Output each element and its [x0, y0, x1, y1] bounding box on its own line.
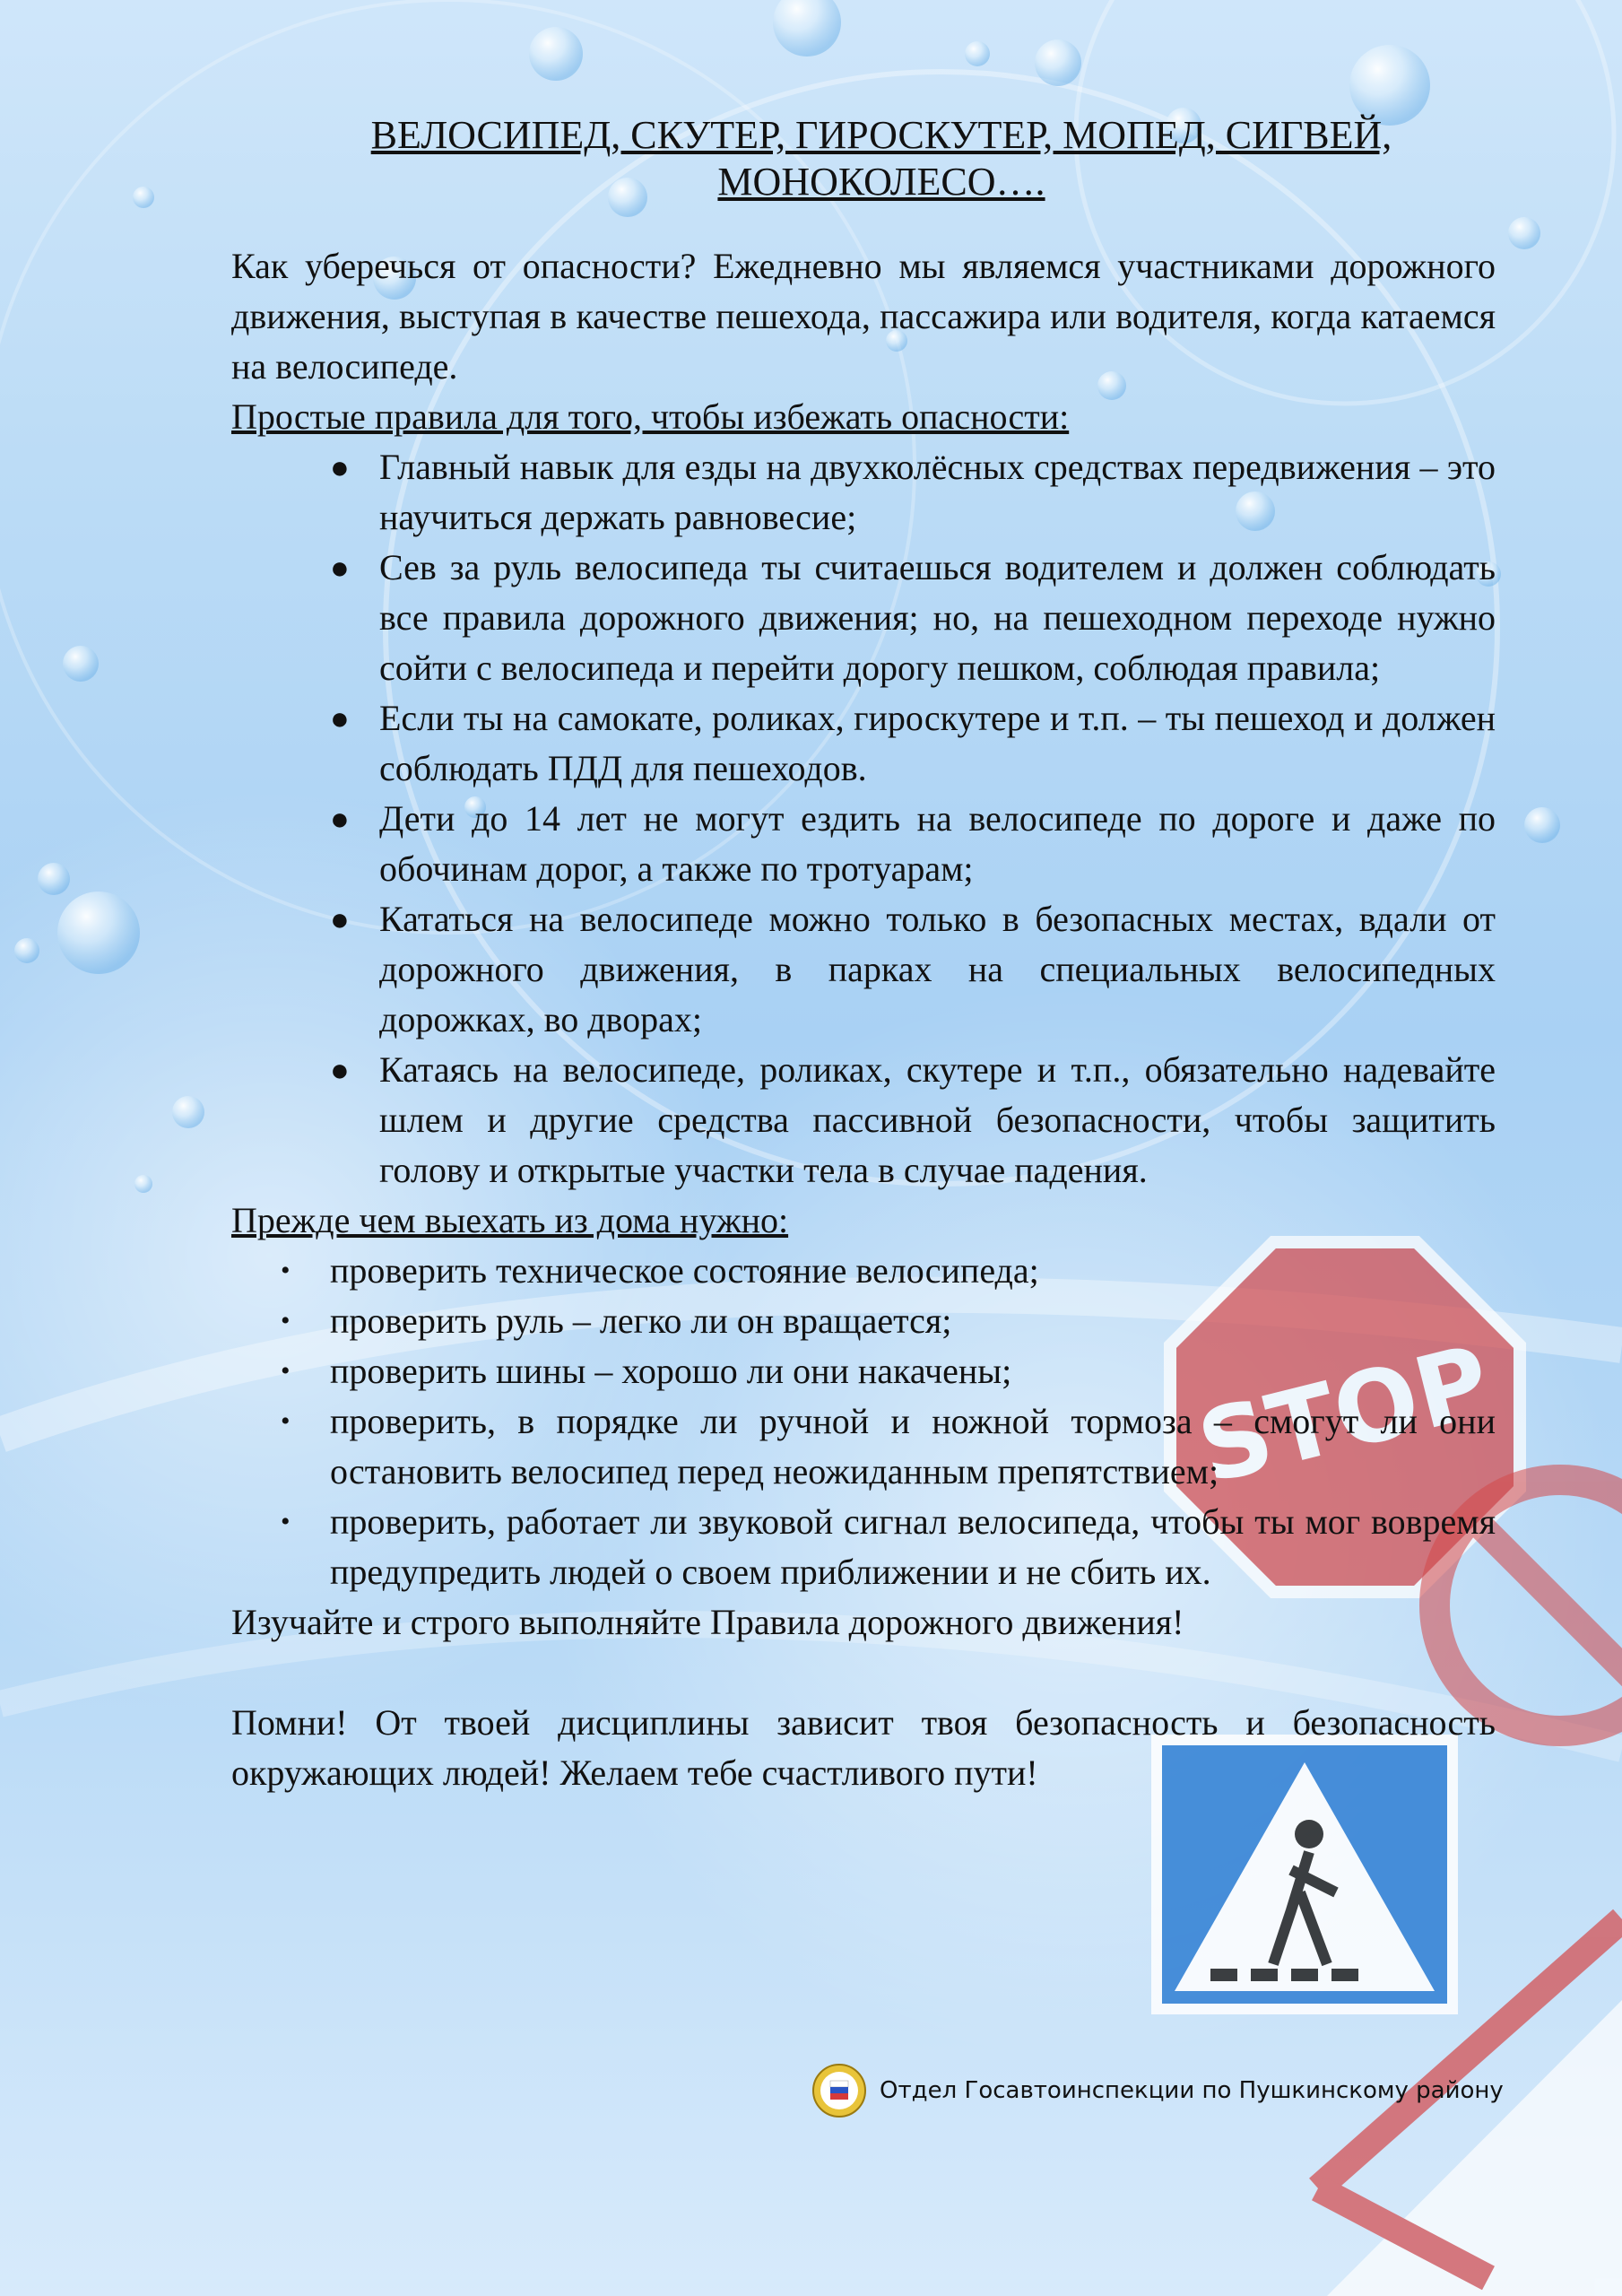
bullet-icon: ● [330, 901, 350, 937]
bullet-icon: ● [330, 1052, 350, 1088]
list-item: ● Главный навык для езды на двухколёсных средствах передвижения – это научиться держать равновесие; [379, 442, 1496, 543]
bullet-icon: • [281, 1406, 291, 1436]
intro-paragraph: Как уберечься от опасности? Ежедневно мы являемся участниками дорожного движения, выступая в качестве пешехода, пассажира или водителя, когда катаемся на велосипеде. [231, 246, 1496, 387]
title-line-1: ВЕЛОСИПЕД, СКУТЕР, ГИРОСКУТЕР, МОПЕД, СИГВЕЙ, [370, 113, 1392, 157]
page-title [231, 112, 1496, 205]
list-item: ● Если ты на самокате, роликах, гироскутере и т.п. – ты пешеход и должен соблюдать ПДД для пешеходов. [379, 693, 1496, 794]
list-item: ● Дети до 14 лет не могут ездить на велосипеде по дороге и даже по обочинам дорог, а также по тротуарам; [379, 794, 1496, 894]
list-item: ● Катаясь на велосипеде, роликах, скутере и т.п., обязательно надевайте шлем и другие средства пассивной безопасности, чтобы защитить голову и открытые участки тела в случае падения. [379, 1045, 1496, 1196]
bullet-icon: ● [330, 801, 350, 837]
spacer [231, 1648, 1496, 1698]
bullet-icon: • [281, 1306, 291, 1335]
footer [811, 2063, 1504, 2118]
footer-text: Отдел Госавтоинспекции по Пушкинскому району [880, 2077, 1504, 2104]
document-body [231, 112, 1496, 1798]
bullet-icon: • [281, 1356, 291, 1386]
closing-paragraph: Помни! От твоей дисциплины зависит твоя безопасность и безопасность окружающих людей! Желаем тебе счастливого пути! [231, 1702, 1496, 1793]
checks-list [231, 1246, 1496, 1597]
bullet-icon: • [281, 1507, 291, 1536]
checks-heading: Прежде чем выехать из дома нужно: [231, 1200, 789, 1240]
list-item: • проверить, в порядке ли ручной и ножной тормоза – смогут ли они остановить велосипед перед неожиданным препятствием; [330, 1396, 1496, 1497]
study-line: Изучайте и строго выполняйте Правила дорожного движения! [231, 1602, 1184, 1642]
gai-emblem-icon [811, 2063, 867, 2118]
rules-heading: Простые правила для того, чтобы избежать опасности: [231, 396, 1070, 437]
list-item: • проверить шины – хорошо ли они накачены; [330, 1346, 1496, 1396]
list-item: ● Кататься на велосипеде можно только в безопасных местах, вдали от дорожного движения, в парках на специальных велосипедных дорожках, во дворах; [379, 894, 1496, 1045]
list-item: ● Сев за руль велосипеда ты считаешься водителем и должен соблюдать все правила дорожного движения; но, на пешеходном переходе нужно сойти с велосипеда и перейти дорогу пешком, соблюдая правила; [379, 543, 1496, 693]
svg-text:STOP: STOP [1187, 1323, 1502, 1506]
rules-list [231, 442, 1496, 1196]
list-item: • проверить руль – легко ли он вращается; [330, 1296, 1496, 1346]
bullet-icon: • [281, 1256, 291, 1285]
list-item: • проверить, работает ли звуковой сигнал велосипеда, чтобы ты мог вовремя предупредить людей о своем приближении и не сбить их. [330, 1497, 1496, 1597]
bullet-icon: ● [330, 550, 350, 586]
title-line-2: МОНОКОЛЕСО…. [717, 160, 1045, 204]
bullet-icon: ● [330, 449, 350, 485]
bullet-icon: ● [330, 700, 350, 736]
list-item: • проверить техническое состояние велосипеда; [330, 1246, 1496, 1296]
